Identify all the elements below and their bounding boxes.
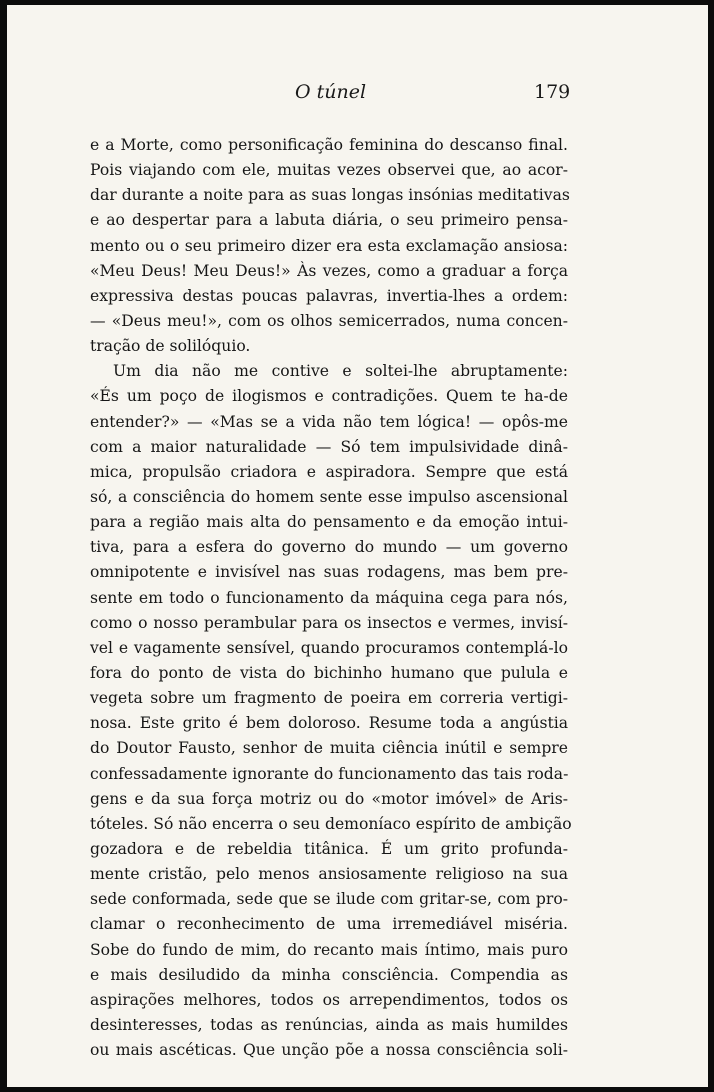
text-line: gozadora e de rebeldia titânica. É um grito profunda-	[90, 839, 568, 858]
text-line: vel e vagamente sensível, quando procuramos contemplá-lo	[90, 638, 568, 657]
text-line: «Meu Deus! Meu Deus!» Às vezes, como a graduar a força	[90, 261, 568, 280]
text-line: tóteles. Só não encerra o seu demoníaco espírito de ambição	[90, 814, 572, 833]
text-line: para a região mais alta do pensamento e da emoção intui-	[90, 513, 568, 532]
text-line: mica, propulsão criadora e aspiradora. Sempre que está	[90, 462, 568, 481]
text-line: «És um poço de ilogismos e contradições. Quem te ha-de	[90, 387, 568, 406]
body-text	[90, 133, 572, 1063]
text-line: e a Morte, como personificação feminina do descanso final.	[90, 136, 568, 154]
page-number: 179	[534, 81, 571, 103]
page-header	[7, 81, 708, 111]
running-title: O túnel	[295, 81, 367, 103]
text-line: do Doutor Fausto, senhor de muita ciência inútil e sempre	[90, 739, 568, 758]
text-line: Um dia não me contive e soltei-lhe abruptamente:	[113, 362, 568, 381]
text-line: mente cristão, pelo menos ansiosamente religioso na sua	[90, 865, 568, 884]
text-line: mento ou o seu primeiro dizer era esta exclamação ansiosa:	[90, 236, 568, 255]
book-page	[7, 5, 708, 1087]
text-line: sede conformada, sede que se ilude com gritar-se, com pro-	[90, 890, 568, 909]
text-line: gens e da sua força motriz ou do «motor imóvel» de Aris-	[90, 789, 568, 808]
text-line: clamar o reconhecimento de uma irremediável miséria.	[90, 915, 568, 934]
text-line: ou mais ascéticas. Que unção põe a nossa consciência soli-	[90, 1041, 568, 1060]
text-line: omnipotente e invisível nas suas rodagens, mas bem pre-	[90, 563, 568, 582]
text-line: — «Deus meu!», com os olhos semicerrados, numa concen-	[90, 311, 568, 330]
text-line: aspirações melhores, todos os arrependimentos, todos os	[90, 990, 568, 1009]
text-line: expressiva destas poucas palavras, invertia-lhes a ordem:	[90, 286, 568, 305]
text-line: nosa. Este grito é bem doloroso. Resume toda a angústia	[90, 714, 568, 733]
text-line: com a maior naturalidade — Só tem impulsividade dinâ-	[90, 437, 568, 456]
text-line: e ao despertar para a labuta diária, o seu primeiro pensa-	[90, 211, 568, 230]
text-line: e mais desiludido da minha consciência. Compendia as	[90, 965, 568, 984]
text-line: sente em todo o funcionamento da máquina cega para nós,	[90, 588, 568, 607]
text-line: Pois viajando com ele, muitas vezes observei que, ao acor-	[90, 161, 568, 180]
text-line: entender?» — «Mas se a vida não tem lógica! — opôs-me	[90, 412, 568, 431]
text-line: desinteresses, todas as renúncias, ainda as mais humildes	[90, 1015, 568, 1034]
text-line: como o nosso perambular para os insectos e vermes, invisí-	[90, 613, 568, 632]
text-line: tiva, para a esfera do governo do mundo — um governo	[90, 538, 568, 557]
text-line: vegeta sobre um fragmento de poeira em correria vertigi-	[90, 689, 568, 708]
text-line: tração de solilóquio.	[90, 337, 251, 356]
text-line: Sobe do fundo de mim, do recanto mais íntimo, mais puro	[90, 940, 568, 959]
text-line: dar durante a noite para as suas longas insónias meditativas	[90, 186, 570, 205]
text-line: só, a consciência do homem sente esse impulso ascensional	[90, 487, 568, 506]
text-line: confessadamente ignorante do funcionamento das tais roda-	[90, 764, 569, 783]
text-line: fora do ponto de vista do bichinho humano que pulula e	[90, 663, 568, 682]
